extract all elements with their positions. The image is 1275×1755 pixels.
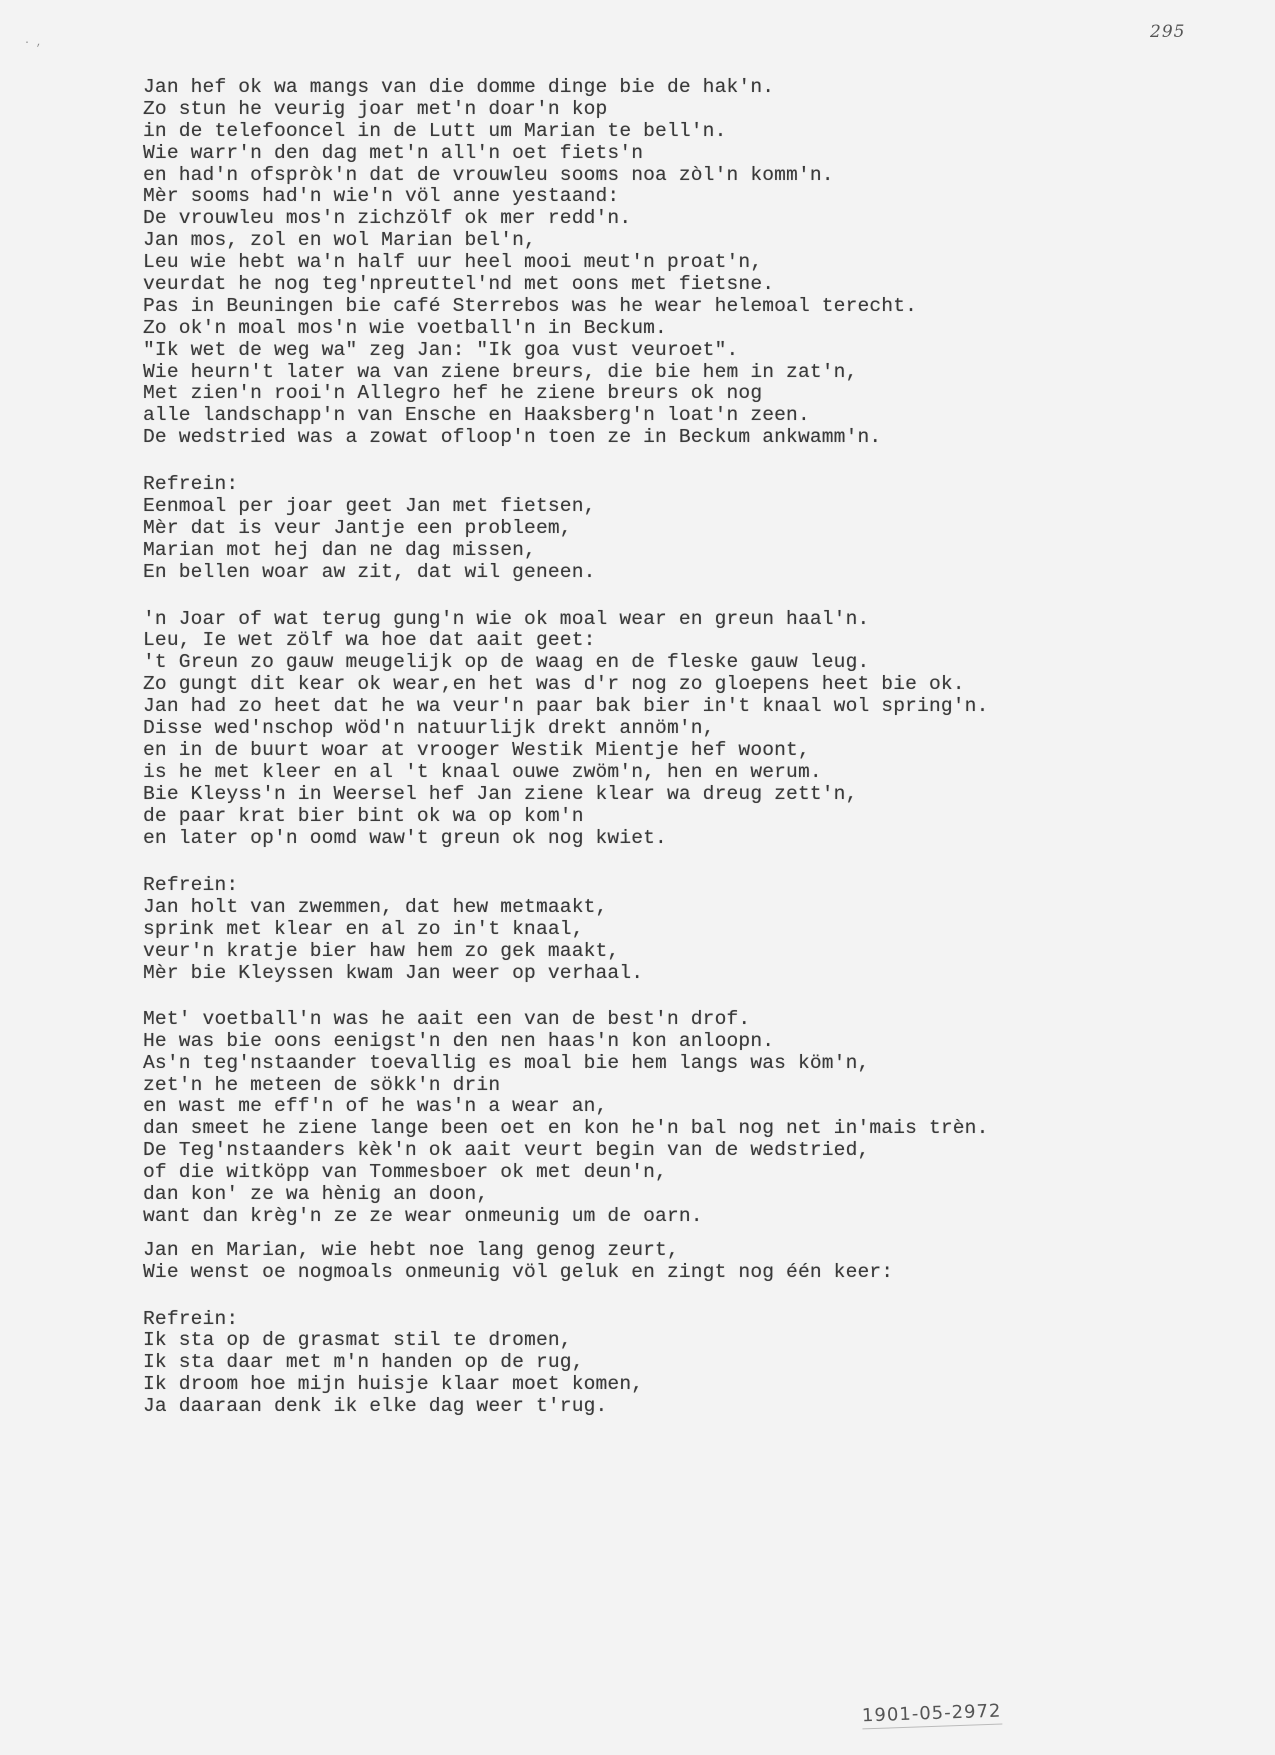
corner-marks: · , xyxy=(24,38,43,49)
song-text xyxy=(143,77,1253,1444)
text-line: Jan en Marian, wie hebt noe lang genog zeurt, xyxy=(143,1238,679,1261)
text-line: "Ik wet de weg wa" zeg Jan: "Ik goa vust veuroet". xyxy=(143,338,739,361)
text-line: Mèr dat is veur Jantje een probleem, xyxy=(143,516,572,539)
text-line: dan smeet he ziene lange been oet en kon he'n bal nog net in'mais trèn. xyxy=(143,1117,989,1140)
text-line: As'n teg'nstaander toevallig es moal bie hem langs was köm'n, xyxy=(143,1051,870,1074)
text-line: 't Greun zo gauw meugelijk op de waag en de fleske gauw leug. xyxy=(143,651,870,674)
text-line: de paar krat bier bint ok wa op kom'n xyxy=(143,804,584,827)
verse-3 xyxy=(143,1009,1253,1228)
text-line: en in de buurt woar at vrooger Westik Mientje hef woont, xyxy=(143,738,810,761)
page-number: 295 xyxy=(1150,22,1186,42)
text-line: sprink met klear en al zo in't knaal, xyxy=(143,918,584,941)
text-line: Leu, Ie wet zölf wa hoe dat aait geet: xyxy=(143,629,596,652)
text-line: Jan mos, zol en wol Marian bel'n, xyxy=(143,229,536,252)
text-line: Marian mot hej dan ne dag missen, xyxy=(143,538,536,561)
verse-2 xyxy=(143,609,1253,850)
refrain-heading: Refrein: xyxy=(143,874,239,897)
text-line: en had'n ofspròk'n dat de vrouwleu sooms noa zòl'n komm'n. xyxy=(143,163,834,186)
text-line: De Teg'nstaanders kèk'n ok aait veurt begin van de wedstried, xyxy=(143,1139,870,1162)
text-line: alle landschapp'n van Ensche en Haaksberg'n loat'n zeen. xyxy=(143,404,810,427)
text-line: Zo gungt dit kear ok wear,en het was d'r nog zo gloepens heet bie ok. xyxy=(143,673,965,696)
text-line: is he met kleer en al 't knaal ouwe zwöm'n, hen en werum. xyxy=(143,760,822,783)
text-line: De vrouwleu mos'n zichzölf ok mer redd'n. xyxy=(143,207,632,230)
text-line: Bie Kleyss'n in Weersel hef Jan ziene klear wa dreug zett'n, xyxy=(143,782,858,805)
text-line: He was bie oons eenigst'n den nen haas'n kon anloopn. xyxy=(143,1029,775,1052)
text-line: dan kon' ze wa hènig an doon, xyxy=(143,1182,489,1205)
text-line: Ik droom hoe mijn huisje klaar moet komen, xyxy=(143,1373,644,1396)
text-line: want dan krèg'n ze ze wear onmeunig um de oarn. xyxy=(143,1204,703,1227)
text-line: Met' voetball'n was he aait een van de best'n drof. xyxy=(143,1007,751,1030)
text-line: in de telefooncel in de Lutt um Marian te bell'n. xyxy=(143,119,727,142)
text-line: Mèr bie Kleyssen kwam Jan weer op verhaal. xyxy=(143,961,644,984)
refrain-heading: Refrein: xyxy=(143,1307,239,1330)
refrain-1 xyxy=(143,474,1253,583)
text-line: Zo stun he veurig joar met'n doar'n kop xyxy=(143,97,608,120)
text-line: Ik sta op de grasmat stil te dromen, xyxy=(143,1329,572,1352)
text-line: Jan hef ok wa mangs van die domme dinge bie de hak'n. xyxy=(143,76,775,98)
text-line: Eenmoal per joar geet Jan met fietsen, xyxy=(143,495,596,518)
refrain-heading: Refrein: xyxy=(143,473,239,496)
refrain-3 xyxy=(143,1309,1253,1418)
text-line: De wedstried was a zowat ofloop'n toen ze in Beckum ankwamm'n. xyxy=(143,426,882,449)
text-line: Mèr sooms had'n wie'n völ anne yestaand: xyxy=(143,185,620,208)
refrain-2 xyxy=(143,875,1253,984)
text-line: En bellen woar aw zit, dat wil geneen. xyxy=(143,560,596,583)
text-line: Wie warr'n den dag met'n all'n oet fiets'n xyxy=(143,141,644,164)
text-line: Leu wie hebt wa'n half uur heel mooi meut'n proat'n, xyxy=(143,251,763,274)
text-line: Jan had zo heet dat he wa veur'n paar bak bier in't knaal wol spring'n. xyxy=(143,695,989,718)
archive-code: 1901-05-2972 xyxy=(862,1701,1002,1730)
text-line: veur'n kratje bier haw hem zo gek maakt, xyxy=(143,940,620,963)
text-line: Disse wed'nschop wöd'n natuurlijk drekt annöm'n, xyxy=(143,717,715,740)
text-line: Wie wenst oe nogmoals onmeunig völ geluk en zingt nog één keer: xyxy=(143,1260,894,1283)
text-line: Met zien'n rooi'n Allegro hef he ziene breurs ok nog xyxy=(143,382,763,405)
closing-lines xyxy=(143,1240,1253,1284)
text-line: Zo ok'n moal mos'n wie voetball'n in Beckum. xyxy=(143,316,667,339)
text-line: Wie heurn't later wa van ziene breurs, die bie hem in zat'n, xyxy=(143,360,858,383)
text-line: 'n Joar of wat terug gung'n wie ok moal wear en greun haal'n. xyxy=(143,607,870,630)
text-line: zet'n he meteen de sökk'n drin xyxy=(143,1073,501,1096)
text-line: Ja daaraan denk ik elke dag weer t'rug. xyxy=(143,1395,608,1418)
text-line: Jan holt van zwemmen, dat hew metmaakt, xyxy=(143,896,608,919)
text-line: veurdat he nog teg'npreuttel'nd met oons met fietsne. xyxy=(143,273,775,296)
text-line: of die witköpp van Tommesboer ok met deun'n, xyxy=(143,1161,667,1184)
text-line: Ik sta daar met m'n handen op de rug, xyxy=(143,1351,584,1374)
text-line: Pas in Beuningen bie café Sterrebos was he wear helemoal terecht. xyxy=(143,294,918,317)
text-line: en later op'n oomd waw't greun ok nog kwiet. xyxy=(143,826,667,849)
verse-1 xyxy=(143,77,1253,449)
text-line: en wast me eff'n of he was'n a wear an, xyxy=(143,1095,608,1118)
